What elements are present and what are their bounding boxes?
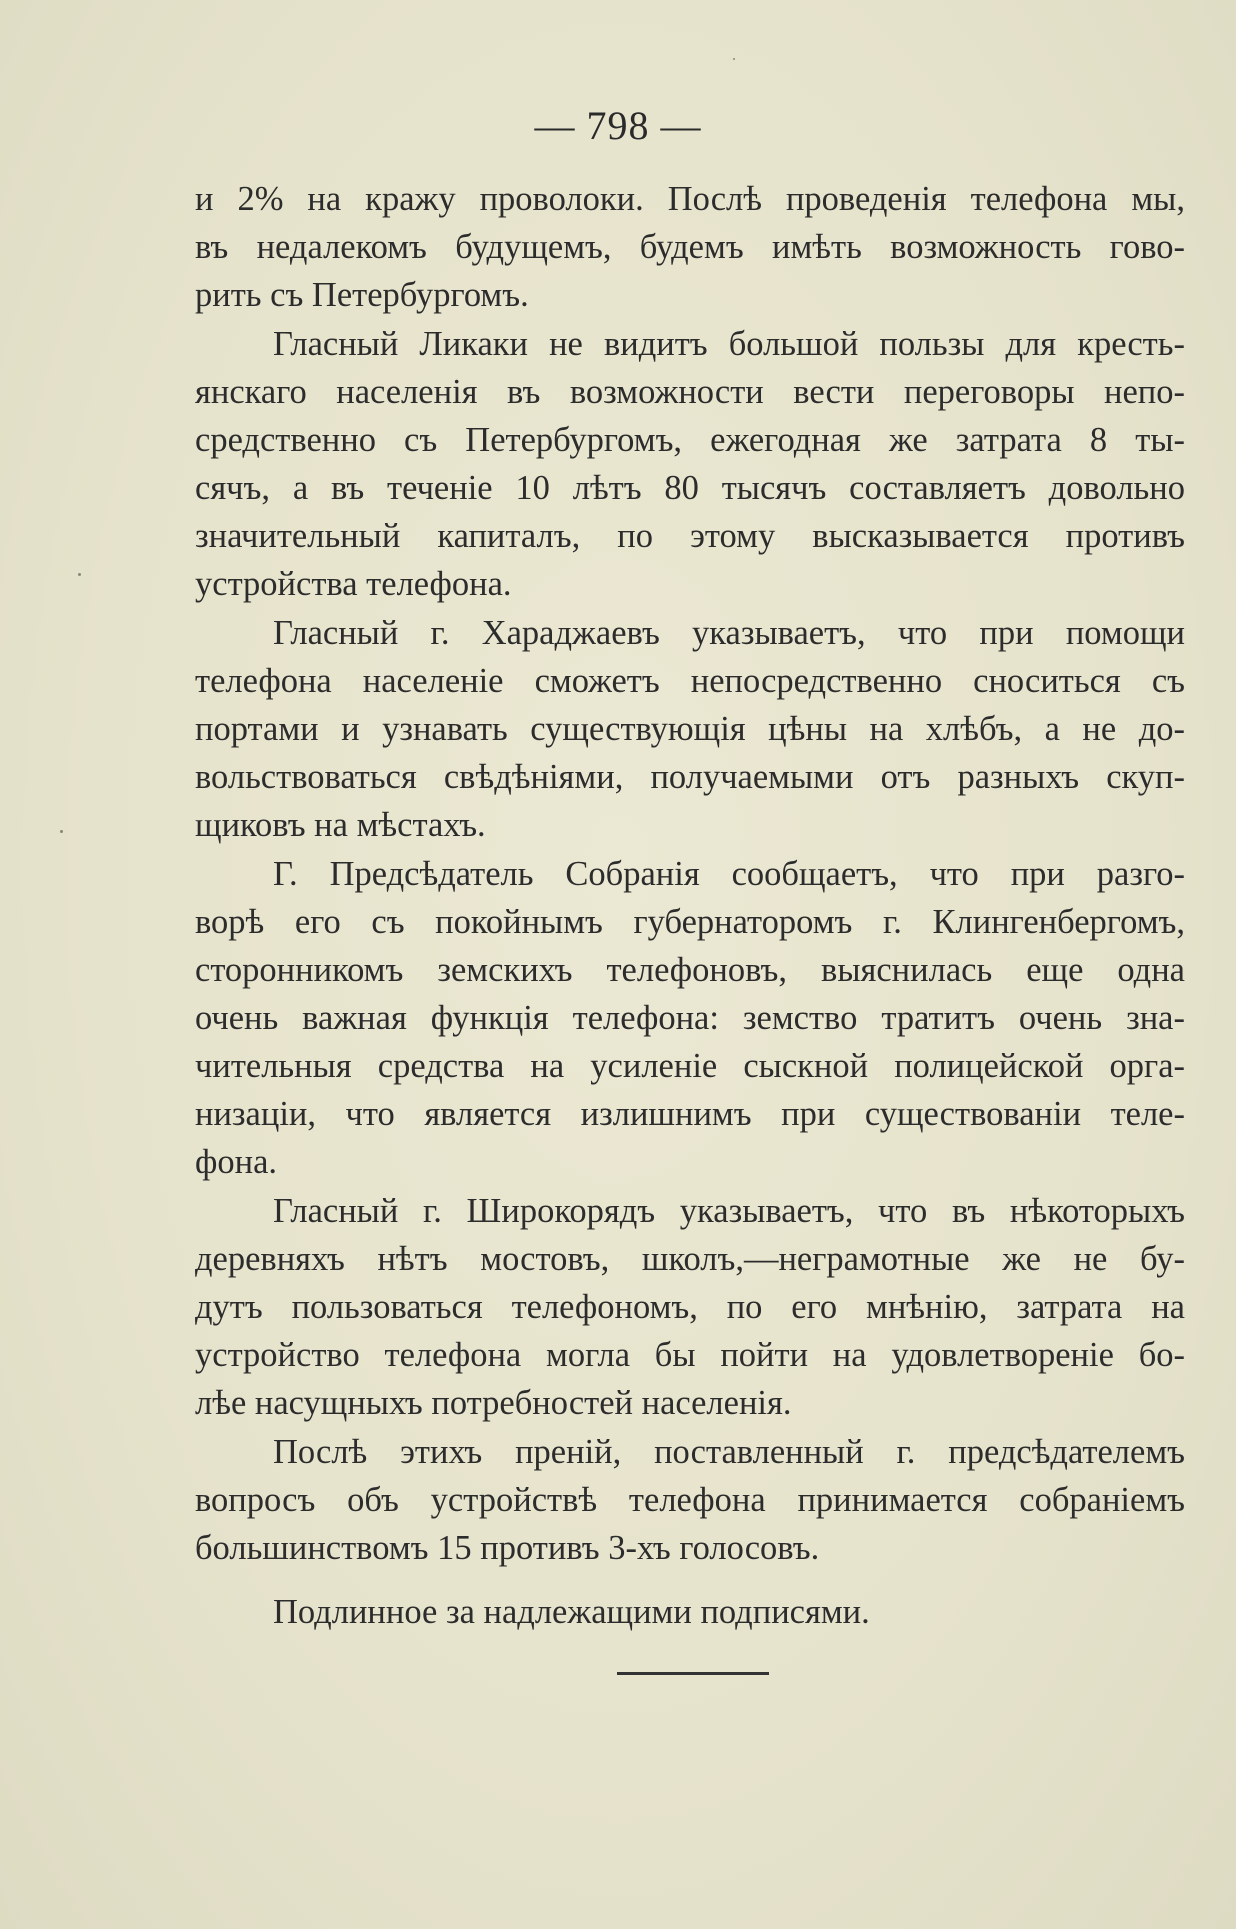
paragraph-2-line-1: Гласный Ликаки не видитъ большой пользы для кресть- (273, 325, 1185, 363)
paragraph-1-line-2: въ недалекомъ будущемъ, будемъ имѣть возможность гово- (195, 228, 1185, 266)
paragraph-1-line-1: и 2% на кражу проволоки. Послѣ проведенія телефона мы, (195, 180, 1185, 218)
paragraph-2-line-3: средственно съ Петербургомъ, ежегодная же затрата 8 ты- (195, 421, 1185, 459)
paragraph-2-line-2: янскаго населенія въ возможности вести переговоры непо- (195, 373, 1185, 411)
scan-speck (60, 830, 63, 833)
paragraph-4-line-3: сторонникомъ земскихъ телефоновъ, выяснилась еще одна (195, 951, 1185, 989)
paragraph-5-line-2: деревняхъ нѣтъ мостовъ, школъ,—неграмотные же не бу- (195, 1240, 1185, 1278)
paragraph-5-line-4: устройство телефона могла бы пойти на удовлетвореніе бо- (195, 1336, 1185, 1374)
paragraph-5-line-5: лѣе насущныхъ потребностей населенія. (195, 1384, 792, 1422)
paragraph-3-line-4: вольствоваться свѣдѣніями, получаемыми отъ разныхъ скуп- (195, 758, 1185, 796)
paragraph-6-line-1: Послѣ этихъ преній, поставленный г. предсѣдателемъ (273, 1433, 1185, 1471)
closing-rule (617, 1672, 769, 1675)
paragraph-4-line-4: очень важная функція телефона: земство тратитъ очень зна- (195, 999, 1185, 1037)
paragraph-2-line-5: значительный капиталъ, по этому высказывается противъ (195, 517, 1185, 555)
paragraph-3-line-1: Гласный г. Хараджаевъ указываетъ, что при помощи (273, 614, 1185, 652)
paragraph-4-line-5: чительныя средства на усиленіе сыскной полицейской орга- (195, 1047, 1185, 1085)
paragraph-5-line-1: Гласный г. Широкорядъ указываетъ, что въ нѣкоторыхъ (273, 1192, 1185, 1230)
paragraph-3-line-3: портами и узнавать существующія цѣны на хлѣбъ, а не до- (195, 710, 1185, 748)
paragraph-4-line-7: фона. (195, 1143, 278, 1181)
paragraph-6-line-2: вопросъ объ устройствѣ телефона принимается собраніемъ (195, 1481, 1185, 1519)
scan-speck (733, 58, 735, 60)
paragraph-4-line-6: низаціи, что является излишнимъ при существованіи теле- (195, 1095, 1185, 1133)
scan-speck (78, 573, 81, 576)
paragraph-4-line-1: Г. Предсѣдатель Собранія сообщаетъ, что при разго- (273, 855, 1185, 893)
page-number: — 798 — (534, 103, 702, 148)
paragraph-3-line-2: телефона населеніе сможетъ непосредственно сноситься съ (195, 662, 1185, 700)
paragraph-1-line-3: рить съ Петербургомъ. (195, 276, 529, 314)
paragraph-6-line-3: большинствомъ 15 противъ 3-хъ голосовъ. (195, 1529, 820, 1567)
signature-note: Подлинное за надлежащими подписями. (273, 1593, 870, 1631)
paragraph-5-line-3: дутъ пользоваться телефономъ, по его мнѣнію, затрата на (195, 1288, 1185, 1326)
paragraph-3-line-5: щиковъ на мѣстахъ. (195, 806, 486, 844)
paragraph-2-line-6: устройства телефона. (195, 565, 512, 603)
paragraph-4-line-2: ворѣ его съ покойнымъ губернаторомъ г. Клингенбергомъ, (195, 903, 1185, 941)
paragraph-2-line-4: сячъ, а въ теченіе 10 лѣтъ 80 тысячъ составляетъ довольно (195, 469, 1185, 507)
